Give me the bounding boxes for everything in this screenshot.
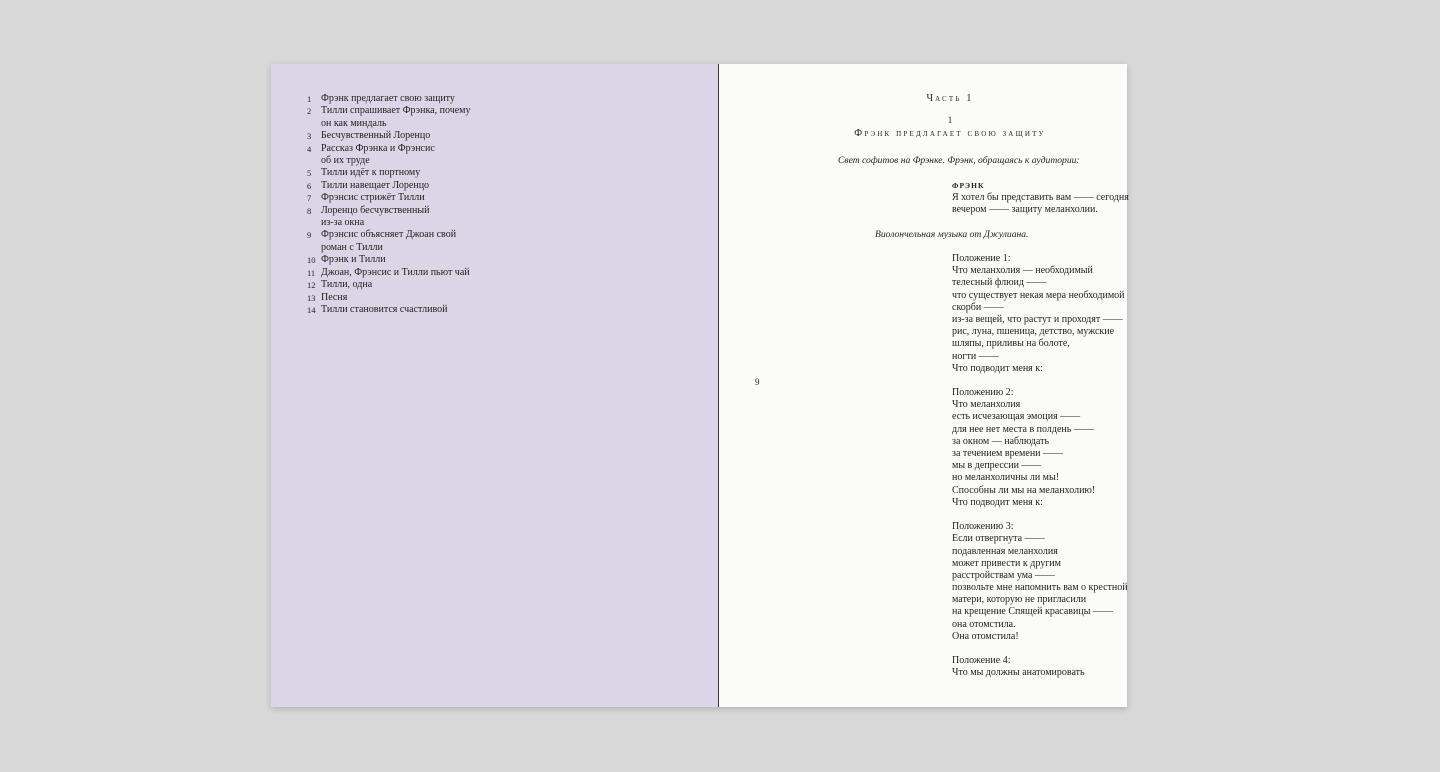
verse-line: матери, которую не пригласили xyxy=(952,594,1087,606)
verse-line: шляпы, приливы на болоте, xyxy=(952,338,1070,350)
table-of-contents xyxy=(307,93,537,316)
toc-number: 6 xyxy=(307,180,312,191)
verse-line xyxy=(952,375,1162,387)
toc-title: Рассказ Фрэнка и Фрэнсис об их труде xyxy=(321,142,435,167)
toc-item xyxy=(307,105,537,130)
toc-number: 7 xyxy=(307,193,312,204)
verse-line: Что меланхолия xyxy=(952,399,1021,411)
verse-line: на крещение Спящей красавицы —— xyxy=(952,606,1113,618)
toc-item xyxy=(307,167,537,179)
toc-item xyxy=(307,192,537,204)
verse-line: Если отвергнута —— xyxy=(952,533,1045,545)
toc-title: Песня xyxy=(321,291,348,303)
toc-number: 14 xyxy=(307,304,316,315)
verse-line: Положение 4: xyxy=(952,655,1011,667)
right-page xyxy=(719,64,1127,707)
toc-number: 10 xyxy=(307,255,316,266)
toc-title: Лоренцо бесчувственный из-за окна xyxy=(321,204,430,229)
part-heading: Часть 1 xyxy=(926,93,974,104)
toc-number: 3 xyxy=(307,131,312,142)
verse-line: за окном — наблюдать xyxy=(952,435,1050,447)
verse-line: Что мы должны анатомировать xyxy=(952,667,1085,679)
verse-line: Что меланхолия — необходимый xyxy=(952,265,1093,277)
book-spread xyxy=(271,64,1127,707)
speaker-name: ФРЭНК xyxy=(952,181,985,190)
toc-number: 2 xyxy=(307,106,312,117)
toc-number: 1 xyxy=(307,94,312,104)
verse-line: за течением времени —— xyxy=(952,448,1064,459)
toc-number: 12 xyxy=(307,280,316,291)
verse-line: ногти —— xyxy=(952,350,999,362)
toc-title: Фрэнк предлагает свою защиту xyxy=(321,93,455,104)
verse-line: Что подводит меня к: xyxy=(952,362,1043,374)
verse-line: Положению 2: xyxy=(952,387,1014,399)
toc-number: 9 xyxy=(307,230,312,241)
verse-line: Положению 3: xyxy=(952,521,1014,533)
toc-number: 8 xyxy=(307,205,312,216)
verse-line xyxy=(952,509,1162,521)
verse-block xyxy=(952,253,1162,680)
verse-line: Положение 1: xyxy=(952,253,1011,264)
verse-line: Что подводит меня к: xyxy=(952,496,1043,508)
verse-line: но меланхоличны ли мы! xyxy=(952,472,1060,484)
page-content xyxy=(719,64,1127,707)
page-number: 9 xyxy=(755,377,760,387)
speech xyxy=(952,192,1152,217)
toc-item xyxy=(307,279,537,291)
speech-line: Я хотел бы представить вам —— сегодня xyxy=(952,192,1129,203)
toc-number: 4 xyxy=(307,143,312,154)
toc-item xyxy=(307,267,537,279)
verse-line: есть исчезающая эмоция —— xyxy=(952,411,1081,423)
verse-line: что существует некая мера необходимой xyxy=(952,289,1125,301)
verse-line xyxy=(952,643,1162,655)
verse-line: позвольте мне напомнить вам о крестной xyxy=(952,582,1128,594)
toc-item xyxy=(307,180,537,192)
toc-title: Тилли навещает Лоренцо xyxy=(321,179,430,191)
toc-item xyxy=(307,93,537,105)
toc-item xyxy=(307,205,537,230)
toc-number: 5 xyxy=(307,168,312,179)
toc-item xyxy=(307,143,537,168)
verse-line: телесный флюид —— xyxy=(952,277,1047,289)
toc-item xyxy=(307,254,537,266)
scene-title: Фрэнк предлагает свою защиту xyxy=(854,128,1046,139)
toc-title: Фрэнсис стрижёт Тилли xyxy=(321,192,425,204)
verse-line: расстройствам ума —— xyxy=(952,569,1055,581)
toc-item xyxy=(307,304,537,316)
scene-number: 1 xyxy=(947,115,953,125)
toc-title: Тилли становится счастливой xyxy=(321,303,448,315)
left-page xyxy=(271,64,719,707)
toc-title: Тилли идёт к портному xyxy=(321,167,421,179)
toc-title: Бесчувственный Лоренцо xyxy=(321,130,431,142)
stage-direction-music: Виолончельная музыка от Джулиана. xyxy=(875,229,1029,240)
toc-item xyxy=(307,292,537,304)
verse-line: может привести к другим xyxy=(952,557,1061,569)
verse-line: из-за вещей, что растут и проходят —— xyxy=(952,313,1123,325)
toc-number: 13 xyxy=(307,292,316,303)
toc-title: Фрэнсис объясняет Джоан свой роман с Тилли xyxy=(321,229,457,253)
verse-line: для нее нет места в полдень —— xyxy=(952,423,1094,435)
verse-line: скорби —— xyxy=(952,301,1004,313)
toc-title: Тилли спрашивает Фрэнка, почему он как миндаль xyxy=(321,105,471,129)
toc-title: Тилли, одна xyxy=(321,279,373,291)
toc-title: Джоан, Фрэнсис и Тилли пьют чай xyxy=(321,266,470,278)
toc-number: 11 xyxy=(307,267,316,278)
toc-item xyxy=(307,130,537,142)
toc-title: Фрэнк и Тилли xyxy=(321,254,386,266)
verse-line: она отомстила. xyxy=(952,618,1016,630)
verse-line: мы в депрессии —— xyxy=(952,460,1042,472)
verse-line: Способны ли мы на меланхолию! xyxy=(952,484,1096,496)
verse-line: рис, луна, пшеница, детство, мужские xyxy=(952,326,1115,338)
stage-direction: Свет софитов на Фрэнке. Фрэнк, обращаясь к аудитории: xyxy=(838,155,1080,166)
verse-line: подавленная меланхолия xyxy=(952,545,1058,557)
toc-item xyxy=(307,229,537,254)
speech-line: вечером —— защиту меланхолии. xyxy=(952,204,1098,216)
verse-line: Она отомстила! xyxy=(952,630,1019,642)
